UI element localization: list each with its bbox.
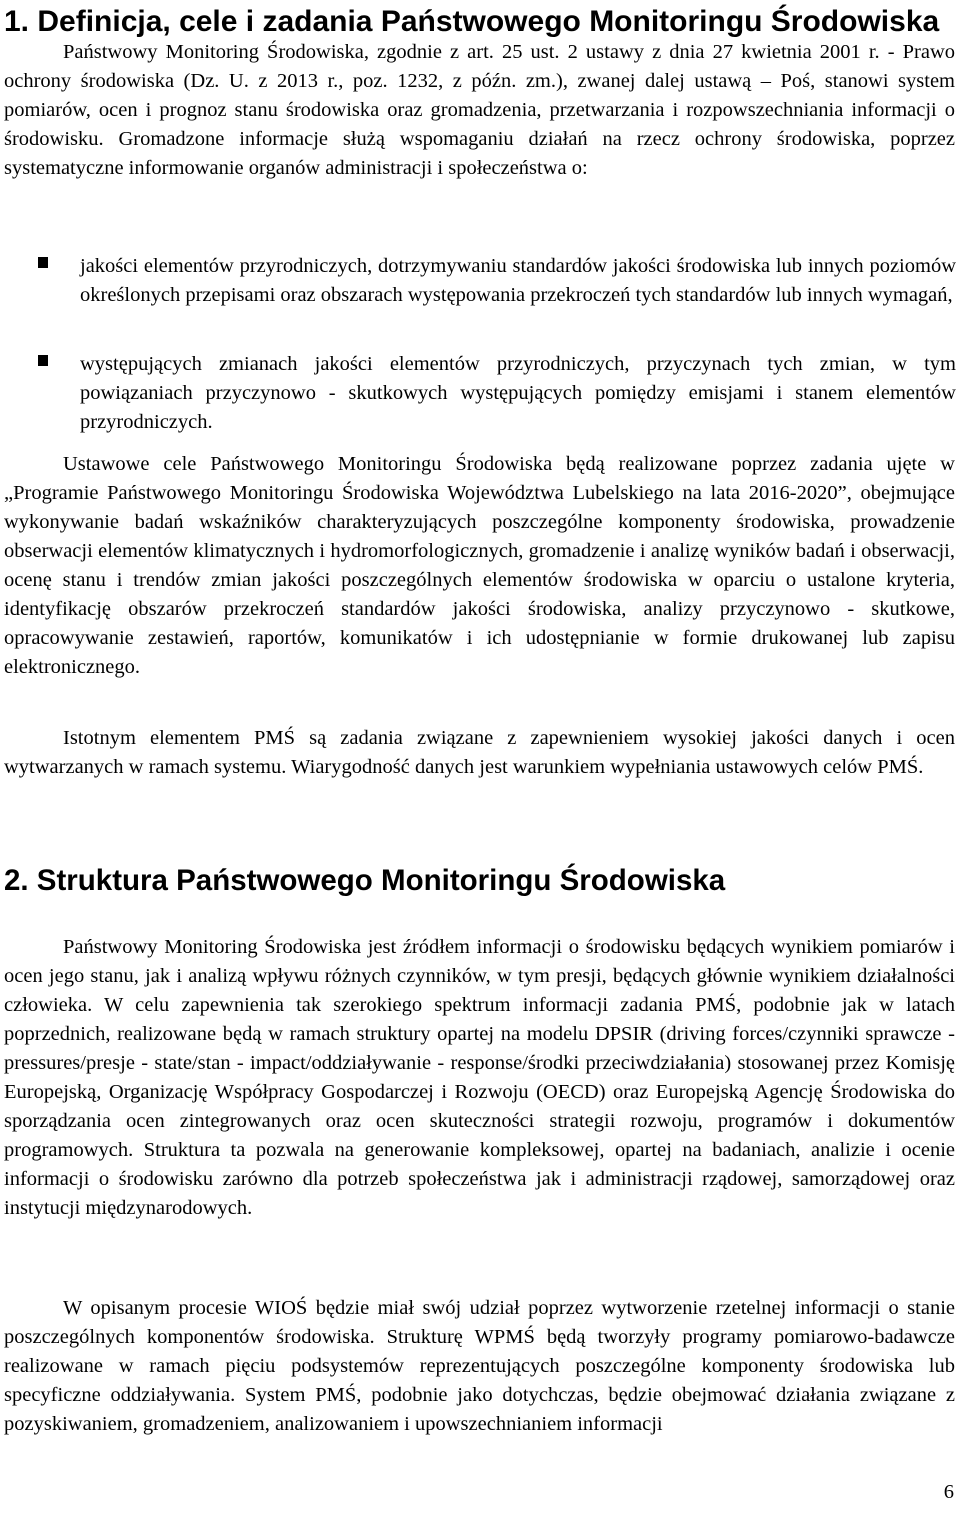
bullet-item-1: jakości elementów przyrodniczych, dotrzymywaniu standardów jakości środowiska lub innych poziomów określonych przepisami oraz obszarach występowania przekroczeń tych standardów lub innych wymagań, <box>80 255 956 306</box>
section-2-heading: 2. Struktura Państwowego Monitoringu Środowiska <box>4 864 726 897</box>
bullet-square-icon <box>38 257 48 268</box>
section-1-paragraph-1: Państwowy Monitoring Środowiska, zgodnie z art. 25 ust. 2 ustawy z dnia 27 kwietnia 2001 r. - Prawo ochrony środowiska (Dz. U. z 2013 r., poz. 1232, z późn. zm.), zwanej dalej ustawą – Poś, stanowi system pomiarów, ocen i prognoz stanu środowiska oraz gromadzenia, przetwarzania i rozpowszechniania informacji o środowisku. Gromadzone informacje służą wspomaganiu działań na rzecz ochrony środowiska, poprzez systematyczne informowanie organów administracji i społeczeństwa o: <box>4 41 955 179</box>
section-1-paragraph-2: Ustawowe cele Państwowego Monitoringu Środowiska będą realizowane poprzez zadania ujęte w „Programie Państwowego Monitoringu Środowiska Województwa Lubelskiego na lata 2016-2020”, obejmujące wykonywanie badań wskaźników charakteryzujących poszczególne komponenty środowiska, prowadzenie obserwacji elementów klimatycznych i hydromorfologicznych, gromadzenie i analizę wyników badań i obserwacji, ocenę stanu i trendów zmian jakości poszczególnych elementów środowiska w oparciu o ustalone kryteria, identyfikację obszarów przekroczeń standardów jakości środowiska, analizy przyczynowo - skutkowe, opracowywanie zestawień, raportów, komunikatów i ich udostępnianie w formie drukowanej lub zapisu elektronicznego. <box>4 453 955 678</box>
section-2-paragraph-1: Państwowy Monitoring Środowiska jest źródłem informacji o środowisku będących wynikiem pomiarów i ocen jego stanu, jak i analizą wpływu różnych czynników, w tym presji, będących głównie wynikiem działalności człowieka. W celu zapewnienia tak szerokiego spektrum informacji zadania PMŚ, podobnie jak w latach poprzednich, realizowane będą w ramach struktury opartej na modelu DPSIR (driving forces/czynniki sprawcze - pressures/presje - state/stan - impact/oddziaływanie - response/środki przeciwdziałania) stosowanej przez Komisję Europejską, Organizację Współpracy Gospodarczej i Rozwoju (OECD) oraz Europejską Agencję Środowiska do sporządzania ocen zintegrowanych oraz ocen skuteczności strategii rozwoju, programów i dokumentów programowych. Struktura ta pozwala na generowanie kompleksowej, opartej na badaniach, analizie i ocenie informacji o środowisku zarówno dla potrzeb społeczeństwa jak i administracji rządowej, samorządowej oraz instytucji międzynarodowych. <box>4 936 955 1219</box>
section-2-paragraph-2: W opisanym procesie WIOŚ będzie miał swój udział poprzez wytworzenie rzetelnej informacji o stanie poszczególnych komponentów środowiska. Strukturę WPMŚ będą tworzyły programy pomiarowo-badawcze realizowane w ramach pięciu podsystemów reprezentujących poszczególne komponenty środowiska lub specyficzne oddziaływania. System PMŚ, podobnie jako dotychczas, będzie obejmować działania związane z pozyskiwaniem, gromadzeniem, analizowaniem i upowszechnianiem informacji <box>4 1297 955 1435</box>
bullet-item-2: występujących zmianach jakości elementów przyrodniczych, przyczynach tych zmian, w tym powiązaniach przyczynowo - skutkowych występujących pomiędzy emisjami i stanem elementów przyrodniczych. <box>80 353 956 433</box>
section-1-paragraph-3: Istotnym elementem PMŚ są zadania związane z zapewnieniem wysokiej jakości danych i ocen wytwarzanych w ramach systemu. Wiarygodność danych jest warunkiem wypełniania ustawowych celów PMŚ. <box>4 727 955 778</box>
section-1-heading: 1. Definicja, cele i zadania Państwowego Monitoringu Środowiska <box>4 5 940 38</box>
page-number: 6 <box>943 1481 954 1503</box>
bullet-square-icon <box>38 355 48 366</box>
